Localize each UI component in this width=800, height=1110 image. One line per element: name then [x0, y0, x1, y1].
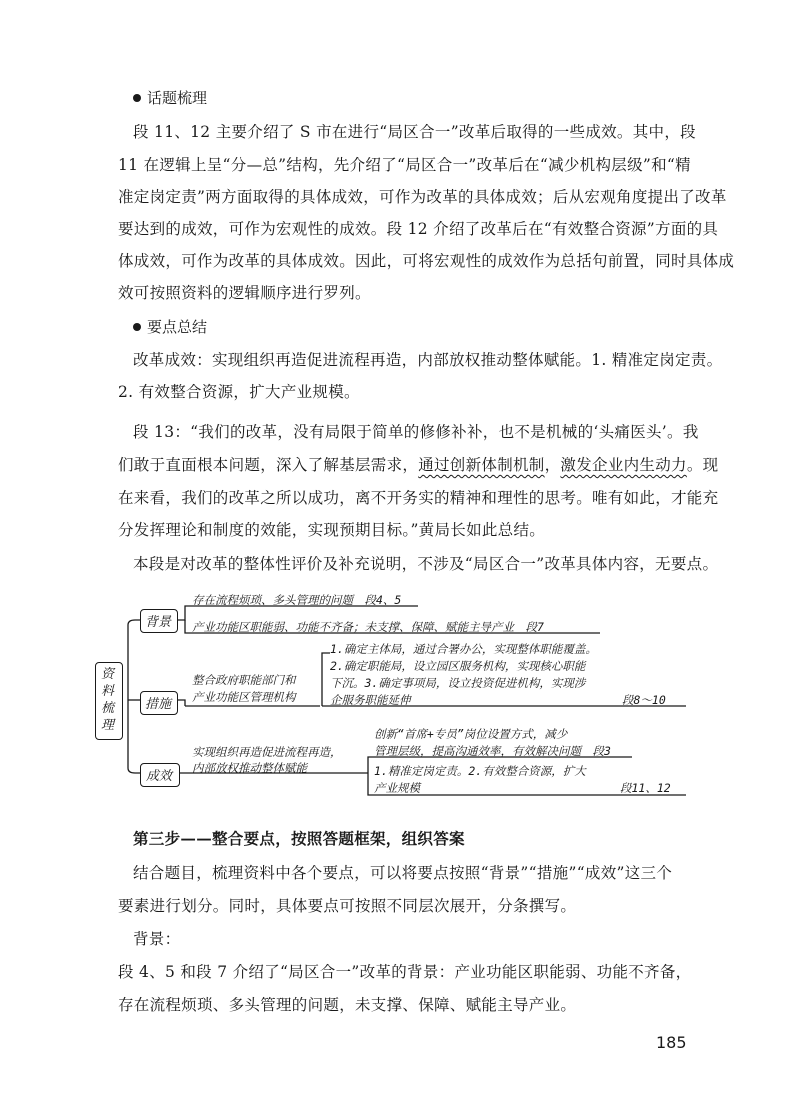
measures-detail: 1.确定主体局，通过合署办公，实现整体职能覆盖。 [330, 642, 597, 656]
results-detail: 创新“首席+专员”岗位设置方式，减少 [374, 727, 568, 741]
page-number: 185 [656, 1033, 687, 1052]
measures-detail: 2.确定职能局，设立园区服务机构，实现核心职能 [330, 659, 586, 673]
background-item: 存在流程烦琐、多头管理的问题 段4、5 [192, 593, 402, 607]
paragraph-line: 要素进行划分。同时，具体要点可按照不同层次展开，分条撰写。 [118, 897, 577, 915]
connector-line [322, 653, 330, 706]
connector-line [128, 690, 140, 773]
connector-line [178, 606, 418, 620]
wavy-underlined-text: 激发企业内生动力 [560, 456, 687, 474]
paragraph-line: 体成效，可作为改革的具体成效。因此，可将宏观性的成效作为总括句前置，同时具体成 [118, 252, 735, 270]
text-span: 们敢于直面根本问题，深入了解基层需求， [118, 456, 419, 474]
measures-summary: 整合政府职能部门和 [192, 673, 296, 687]
paragraph-line: 在来看，我们的改革之所以成功，离不开务实的精神和理性的思考。唯有如此，才能充 [118, 489, 719, 507]
background-node-label: 背景 [145, 615, 172, 630]
results-detail: 产业规模 [374, 781, 420, 795]
connector-line [178, 700, 185, 706]
results-ref: 段11、12 [620, 781, 671, 795]
paragraph-line: 效可按照资料的逻辑顺序进行罗列。 [118, 284, 371, 302]
root-char: 资 [101, 667, 115, 682]
results-detail: 1.精准定岗定责。2.有效整合资源，扩大 [374, 764, 586, 778]
results-node-label: 成效 [146, 769, 173, 784]
paragraph-line: 2. 有效整合资源，扩大产业规模。 [118, 383, 360, 401]
paragraph-line: 存在流程烦琐、多头管理的问题，未支撑、保障、赋能主导产业。 [118, 996, 577, 1014]
paragraph-line: 段 11、12 主要介绍了 S 市在进行“局区合一”改革后取得的一些成效。其中，段 [133, 123, 696, 141]
paragraph-line: 11 在逻辑上呈“分—总”结构，先介绍了“局区合一”改革后在“减少机构层级”和“精 [118, 156, 691, 174]
paragraph-line: 结合题目，梳理资料中各个要点，可以将要点按照“背景”“措施”“成效”这三个 [133, 864, 673, 882]
results-summary: 内部放权推动整体赋能 [192, 761, 307, 775]
bullet-label: 要点总结 [147, 318, 208, 336]
root-char: 梳 [101, 701, 115, 716]
background-item: 产业功能区职能弱、功能不齐备；未支撑、保障、赋能主导产业 段7 [192, 620, 544, 634]
root-node-label [101, 666, 114, 734]
root-char: 理 [101, 718, 115, 733]
paragraph-line: 段 13：“我们的改革，没有局限于简单的修修补补，也不是机械的‘头痛医头’。我 [133, 423, 699, 441]
measures-summary: 产业功能区管理机构 [192, 690, 296, 704]
paragraph-line: 分发挥理论和制度的效能，实现预期目标。”黄局长如此总结。 [118, 521, 546, 539]
step-heading: 第三步——整合要点，按照答题框架，组织答案 [133, 829, 465, 848]
paragraph-line: 改革成效：实现组织再造促进流程再造，内部放权推动整体赋能。1. 精准定岗定责。 [133, 351, 723, 369]
results-summary: 实现组织再造促进流程再造， [192, 745, 342, 759]
results-detail: 管理层级，提高沟通效率，有效解决问题 段3 [374, 744, 611, 758]
wavy-underlined-text: 通过创新体制机制 [418, 456, 545, 474]
connector-line [128, 620, 140, 690]
measures-node-label: 措施 [145, 697, 172, 712]
text-span: ， [544, 456, 561, 474]
paragraph-line: 准定岗定责”两方面取得的具体成效，可作为改革的具体成效；后从宏观角度提出了改革 [118, 188, 727, 206]
measures-detail: 下沉。3.确定事项局，设立投资促进机构，实现涉 [330, 676, 586, 690]
paragraph-line: 要达到的成效，可作为宏观性的成效。段 12 介绍了改革后在“有效整合资源”方面的具 [118, 220, 719, 238]
subheading-background: 背景： [133, 930, 181, 948]
measures-ref: 段8～10 [622, 693, 666, 707]
root-char: 料 [101, 684, 115, 699]
paragraph-line: 本段是对改革的整体性评价及补充说明，不涉及“局区合一”改革具体内容，无要点。 [133, 555, 719, 573]
paragraph-line: 段 4、5 和段 7 介绍了“局区合一”改革的背景：产业功能区职能弱、功能不齐备， [118, 963, 692, 981]
bullet-label: 话题梳理 [147, 89, 208, 107]
text-span: 。现 [686, 456, 719, 474]
measures-detail: 企服务职能延伸 [330, 693, 411, 707]
